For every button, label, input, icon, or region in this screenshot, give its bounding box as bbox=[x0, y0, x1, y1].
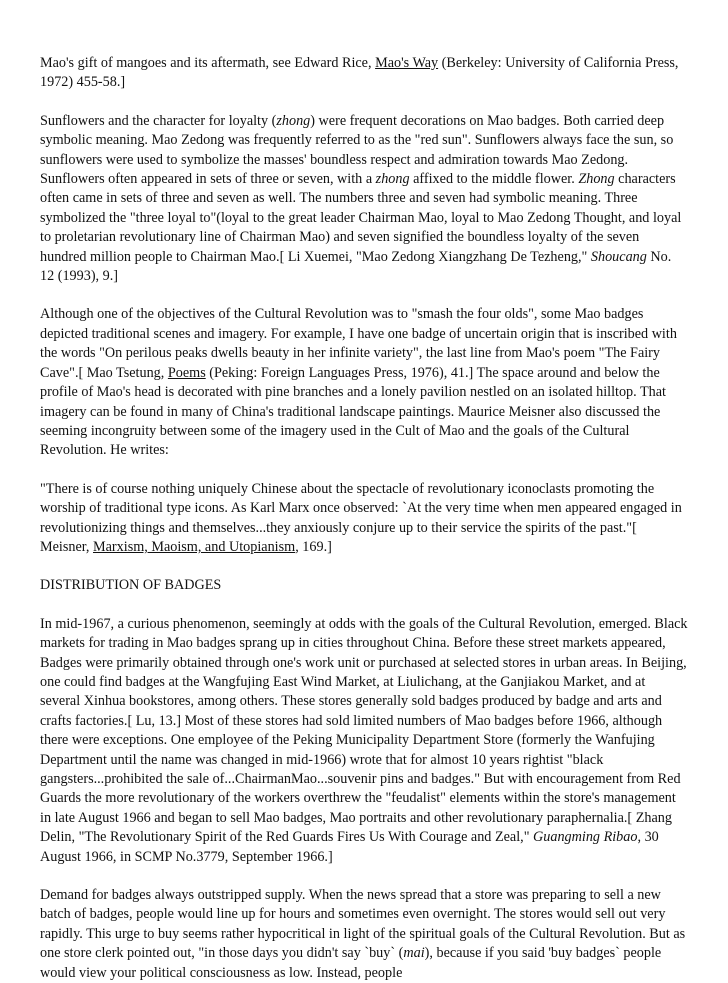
text: No. 12 (1993), 9.] bbox=[40, 248, 672, 285]
book-title-maos-way: Mao's Way bbox=[375, 55, 439, 71]
text: In mid-1967, a curious phenomenon, seemingly at odds with the goals of the Cultural Revolution, emerged. Black markets for trading in Mao badges sprang up in cities throughout China. Before these street markets appeared, Badges were primarily obtained through one's work unit or purchased at selected stores in urban areas. In Beijing, one could find badges at the Wangfujing East Wind Market, at Liulichang, at the Ganjiakou Market, and at several Xinhua bookstores, among others. These stores generally sold badges produced by badge and arts and crafts factories.[ Lu, 13.] Most of these stores had sold limited numbers of Mao badges before 1966, although there were exceptions. One employee of the Peking Municipality Department Store (formerly the Wanfujing Department until the name was changed in mid-1966) wrote that for almost 10 years rightist "black gangsters...prohibited the sale of...ChairmanMao...souvenir pins and badges." But with encouragement from Red Guards the more revolutionary of the workers overthrew the "feudalist" elements within the store's management in late August 1966 and began to sell Mao badges, Mao portraits and other revolutionary paraphernalia.[ Zhang Delin, "The Revolutionary Spirit of the Red Guards Fires Us With Courage and Zeal," bbox=[40, 615, 688, 846]
paragraph-demand bbox=[40, 886, 688, 983]
text: , 169.] bbox=[295, 538, 332, 555]
text: Although one of the objectives of the Cultural Revolution was to "smash the four olds", some Mao badges depicted traditional scenes and imagery. For example, I have one badge of uncertain origin that is inscribed with the words "On perilous peaks dwells beauty in her infinite variety", the last line from Mao's poem "The Fairy Cave".[ Mao Tsetung, bbox=[40, 306, 677, 381]
text: characters often came in sets of three and seven as well. The numbers three and seven had symbolic meaning. Three symbolized the "three loyal to"(loyal to the great leader Chairman Mao, loyal to Mao Zedong Thought, and loyal to proletarian revolutionary line of Chairman Mao) and seven signified the boundless loyalty of the seven hundred million people to Chairman Mao.[ Li Xuemei, "Mao Zedong Xiangzhang De Tezheng," bbox=[40, 171, 682, 265]
text: ), because if you said 'buy badges` people would view your political consciousness as low. Instead, people bbox=[40, 945, 662, 981]
italic-term: zhong bbox=[276, 112, 311, 129]
text: (Peking: Foreign Languages Press, 1976), 41.] The space around and below the profile of Mao's head is decorated with pine branches and a lonely pavilion nestled on an isolated hilltop. That imagery can be found in many of China's traditional landscape paintings. Maurice Meisner also discussed the seeming incongruity between some of the imagery used in the Cult of Mao and the goals of the Cultural Revolution. He writes: bbox=[40, 364, 666, 459]
text: ) were frequent decorations on Mao badges. Both carried deep symbolic meaning. Mao Zedong was frequently referred to as the "red sun". Sunflowers always face the sun, so sunflowers were used to symbolize the masses' boundless respect and admiration towards Mao Zedong. Sunflowers often appeared in sets of three or seven, with a bbox=[40, 112, 674, 188]
italic-term: Zhong bbox=[578, 171, 615, 188]
journal-title: Shoucang bbox=[590, 248, 647, 265]
book-title-poems: Poems bbox=[167, 364, 206, 381]
newspaper-title: Guangming Ribao bbox=[533, 829, 638, 846]
paragraph-traditional-imagery bbox=[40, 305, 688, 460]
paragraph-sunflowers bbox=[40, 112, 688, 287]
paragraph-marx-quote bbox=[40, 480, 688, 558]
paragraph-black-markets bbox=[40, 615, 688, 867]
paragraph-mangoes-note bbox=[40, 54, 688, 93]
text: Mao's gift of mangoes and its aftermath, see Edward Rice, bbox=[40, 55, 376, 71]
book-title-marxism: Marxism, Maoism, and Utopianism bbox=[93, 538, 296, 555]
text: affixed to the middle flower. bbox=[409, 171, 579, 188]
italic-term: zhong bbox=[375, 171, 410, 188]
text: "There is of course nothing uniquely Chinese about the spectacle of revolutionary iconoclasts promoting the worship of traditional type icons. As Karl Marx once observed: `At the very time when men appeared engaged in revolutionizing things and themselves...they anxiously conjure up to their service the spirits of the past."[ Meisner, bbox=[40, 480, 682, 555]
text: , 30 August 1966, in SCMP No.3779, September 1966.] bbox=[40, 829, 659, 865]
text: (Berkeley: University of California Press, 1972) 455-58.] bbox=[40, 55, 679, 91]
italic-term: mai bbox=[403, 945, 425, 962]
section-heading: DISTRIBUTION OF BADGES bbox=[40, 577, 222, 594]
text: Demand for badges always outstripped supply. When the news spread that a store was preparing to sell a new batch of badges, people would line up for hours and sometimes even overnight. The stores would sell out very rapidly. This urge to buy seems rather hypocritical in light of the spiritual goals of the Cultural Revolution. But as one store clerk pointed out, "in those days you didn't say `buy` ( bbox=[40, 887, 686, 962]
text: Sunflowers and the character for loyalty ( bbox=[40, 112, 277, 129]
